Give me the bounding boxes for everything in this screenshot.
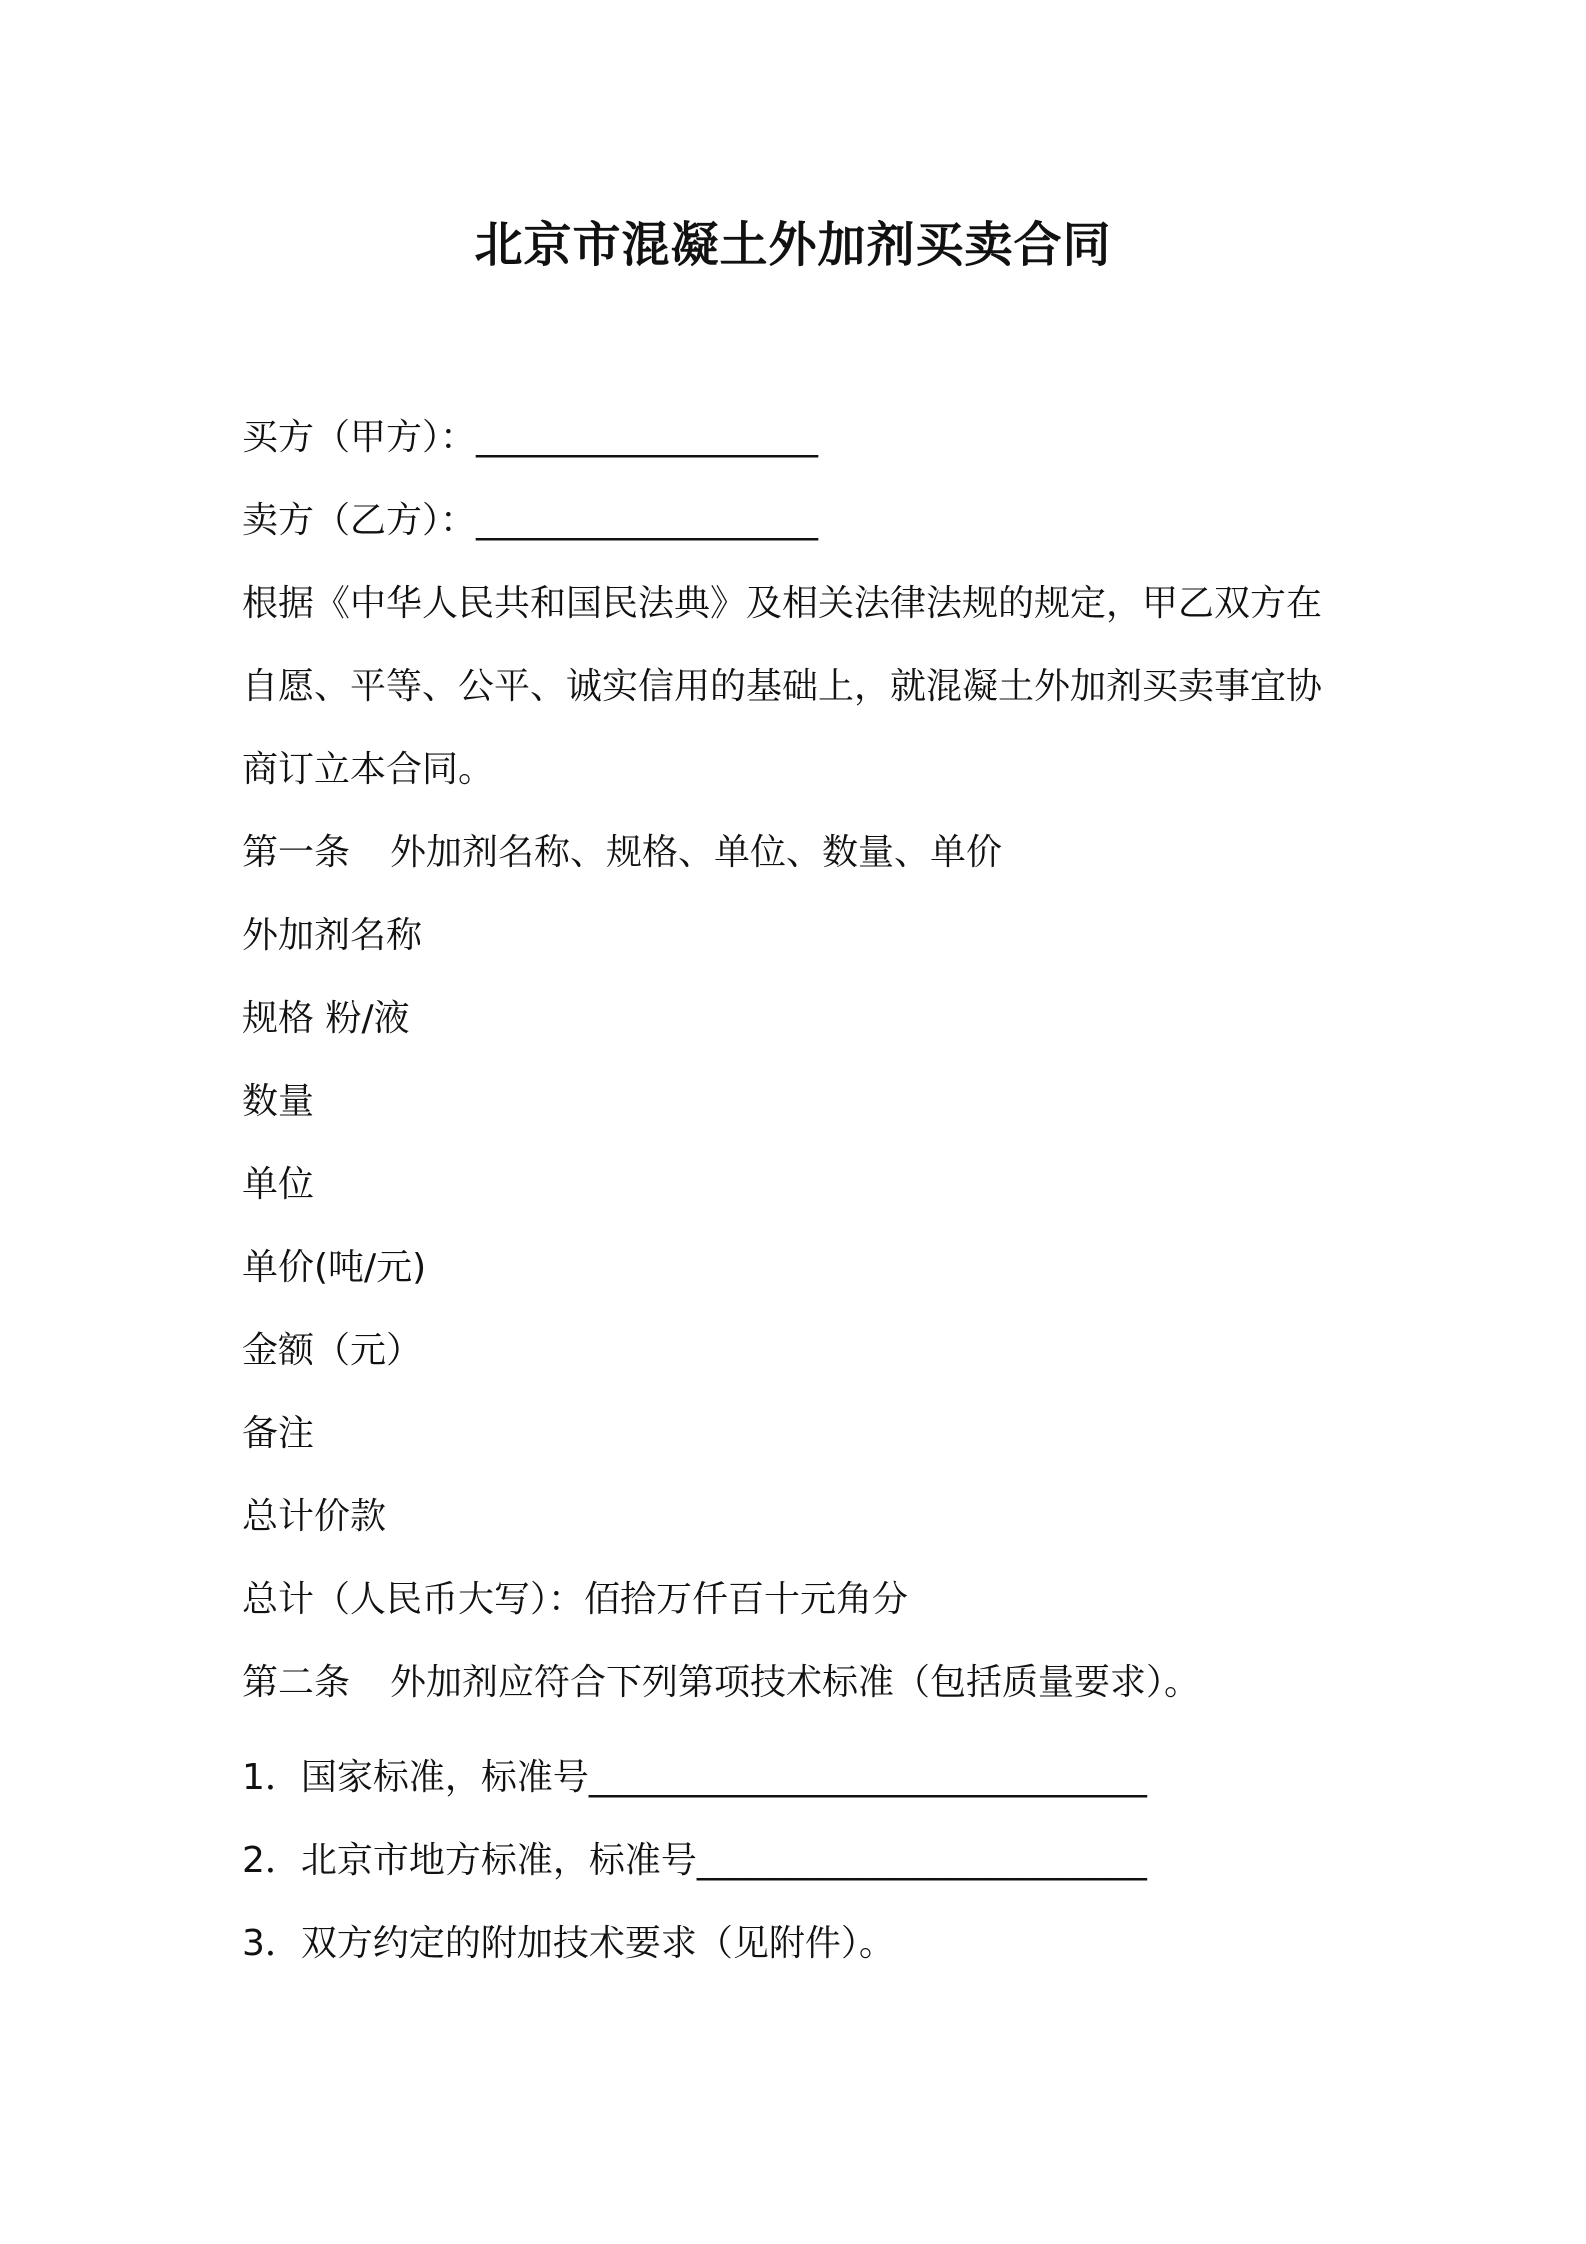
article-2-title: 外加剂应符合下列第项技术标准（包括质量要求）。 [390,1662,1201,1703]
article-2-heading [242,1659,1200,1707]
intro-line-1: 根据《中华人民共和国民法典》及相关法律法规的规定，甲乙双方在 [242,583,1323,624]
article-1-title: 外加剂名称、规格、单位、数量、单价 [390,832,1003,873]
standard-beijing-local: 2．北京市地方标准，标准号_________________________ [242,1840,1147,1881]
standard-additional: 3．双方约定的附加技术要求（见附件）。 [242,1923,895,1964]
total-price-label: 总计价款 [242,1496,387,1537]
contract-title: 北京市混凝土外加剂买卖合同 [474,217,1112,273]
item-amount-label: 金额（元） [242,1330,423,1371]
item-name-label: 外加剂名称 [242,915,423,956]
article-1-heading [242,829,1002,877]
item-unit-price-label: 单价(吨/元) [242,1247,427,1288]
item-unit-label: 单位 [242,1164,315,1205]
seller-line: 卖方（乙方）：___________________ [242,500,819,541]
intro-line-2: 自愿、平等、公平、诚实信用的基础上，就混凝土外加剂买卖事宜协 [242,666,1323,707]
item-remarks-label: 备注 [242,1413,315,1454]
buyer-line: 买方（甲方）：___________________ [242,417,819,458]
item-spec-label: 规格 粉/液 [242,998,410,1039]
intro-line-3: 商订立本合同。 [242,749,495,790]
total-uppercase-label: 总计（人民币大写）：佰拾万仟百十元角分 [242,1579,909,1620]
article-2-number: 第二条 [242,1662,351,1703]
item-quantity-label: 数量 [242,1081,315,1122]
standard-national: 1．国家标准，标准号_______________________________ [242,1757,1147,1798]
article-1-number: 第一条 [242,832,351,873]
